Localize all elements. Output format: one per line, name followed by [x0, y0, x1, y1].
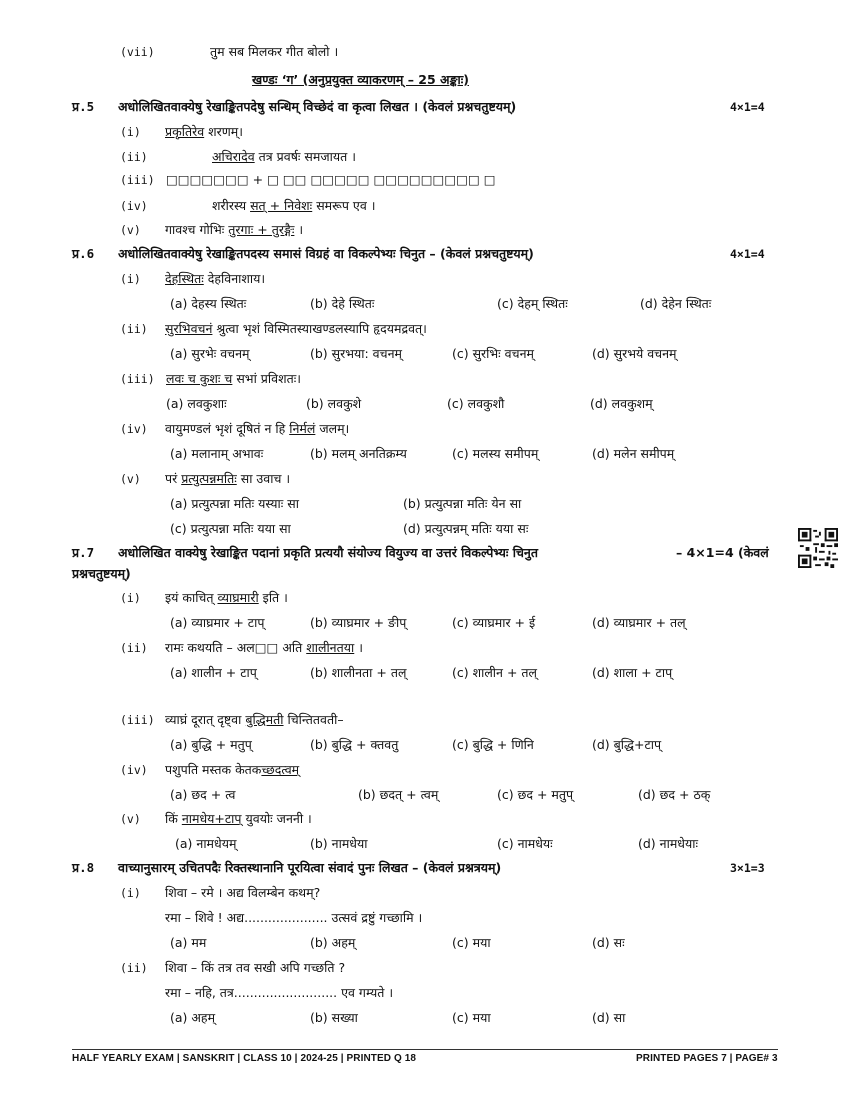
- option: (c) सुरभिः वचनम्: [452, 346, 534, 361]
- option: (d) सा: [592, 1010, 626, 1025]
- dialogue-line: शिवा – रमे । अद्य विलम्बेन कथम्?: [165, 885, 321, 900]
- option: (c) शालीन + तल्: [452, 665, 538, 680]
- item-number: (ii): [120, 150, 148, 164]
- underlined-word: लवः च कुशः च: [166, 371, 233, 386]
- underlined-word: प्रत्युत्पन्नमतिः: [181, 471, 237, 486]
- item-number: (v): [120, 472, 141, 486]
- item-number: (ii): [120, 641, 148, 655]
- option: (d) व्याघ्रमार + तल्: [592, 615, 686, 630]
- sentence: [165, 321, 427, 337]
- sentence-text: वायुमण्डलं भृशं दूषितं न हि: [165, 421, 290, 436]
- sentence-text: पशुपति मस्तक केतक: [165, 762, 262, 777]
- dialogue-line: रमा – शिवे ! अद्य..................... उत्सवं द्रष्टुं गच्छामि ।: [165, 910, 423, 925]
- option: (d) मलेन समीपम्: [592, 446, 675, 461]
- option: (b) अहम्: [310, 935, 356, 950]
- option: (b) मलम् अनतिक्रम्य: [310, 446, 407, 461]
- item-number: (v): [120, 812, 141, 826]
- option: (c) मया: [452, 935, 491, 950]
- underlined-word: सत् + निवेशः: [250, 198, 313, 213]
- option: (b) बुद्धि + क्तवतु: [310, 737, 399, 752]
- sentence: [165, 471, 290, 487]
- sentence: [165, 124, 243, 140]
- option: (a) सुरभेः वचनम्: [170, 346, 250, 361]
- item-number: (i): [120, 591, 141, 605]
- option: (c) व्याघ्रमार + ई: [452, 615, 536, 630]
- sentence-text: इयं काचित्: [165, 590, 218, 605]
- option: (d) सुरभये वचनम्: [592, 346, 677, 361]
- sentence-text: किं: [165, 811, 182, 826]
- dialogue-line: शिवा – किं तत्र तव सखी अपि गच्छति ?: [165, 960, 346, 975]
- sentence: [166, 371, 301, 387]
- option: (d) शाला + टाप्: [592, 665, 673, 680]
- option: (d) नामधेयाः: [638, 836, 699, 851]
- footer-page-info: PRINTED PAGES 7 | PAGE# 3: [636, 1053, 778, 1064]
- marks-label: 4×1=4: [730, 247, 765, 261]
- question-instruction: अधोलिखितवाक्येषु रेखाङ्कितपदेषु सन्धिम् विच्छेदं वा कृत्वा लिखत । (केवलं प्रश्नचतुष्टयम्): [118, 99, 517, 114]
- underlined-word: शालीनतया: [306, 640, 355, 655]
- item-number: (i): [120, 272, 141, 286]
- missing-glyph-text: □□□□□□□ + □ □□ □□□□□ □□□□□□□□□ □: [166, 172, 496, 187]
- item-number: (iii): [120, 173, 155, 187]
- option: (b) नामधेया: [310, 836, 368, 851]
- sentence: [212, 198, 375, 214]
- sentence-text: तत्र प्रवर्षः समजायत ।: [254, 149, 356, 164]
- item-number: (ii): [120, 961, 148, 975]
- option: (a) शालीन + टाप्: [170, 665, 257, 680]
- underlined-word: व्याघ्रमारी: [217, 590, 259, 605]
- marks-label: 3×1=3: [730, 861, 765, 875]
- sentence-text: व्याघ्रं दूरात् दृष्ट्वा: [165, 712, 246, 727]
- qr-code-icon: [798, 528, 838, 568]
- sentence-text: इति ।: [258, 590, 288, 605]
- sentence: [165, 590, 288, 606]
- underlined-word: सुरभिवचनं: [165, 321, 213, 336]
- question-number: प्र.8: [72, 860, 95, 875]
- sentence-text: गावश्च गोभिः: [165, 222, 229, 237]
- sentence-text: सा उवाच ।: [236, 471, 291, 486]
- underlined-word: तुरगाः + तुरङ्गैः: [228, 222, 295, 237]
- item-number: (iii): [120, 372, 155, 386]
- underlined-word: च्छदत्वम्: [261, 762, 300, 777]
- option: (a) अहम्: [170, 1010, 216, 1025]
- sentence: [165, 811, 312, 827]
- option: (b) छदत् + त्वम्: [358, 787, 439, 802]
- sentence-text: परं: [165, 471, 182, 486]
- option: (b) सुरभया: वचनम्: [310, 346, 402, 361]
- item-number: (ii): [120, 322, 148, 336]
- sentence-text: शरीरस्य: [212, 198, 251, 213]
- sentence-text: समरूप एव ।: [312, 198, 376, 213]
- question-instruction: वाच्यानुसारम् उचितपदैः रिक्तस्थानानि पूरयित्वा संवादं पुनः लिखत – (केवलं प्रश्नत्रयम्): [118, 860, 502, 875]
- marks-label: 4×1=4: [730, 100, 765, 114]
- underlined-word: प्रकृतिरेव: [165, 124, 205, 139]
- sentence: [165, 421, 349, 437]
- sentence-text: सभां प्रविशतः।: [232, 371, 301, 386]
- sentence: [165, 222, 303, 238]
- sentence-text: युवयोः जननी ।: [241, 811, 312, 826]
- option: (a) लवकुशाः: [166, 396, 227, 411]
- sentence-text: ।: [354, 640, 363, 655]
- option: (d) छद + ठक्: [638, 787, 711, 802]
- sentence: [165, 712, 344, 728]
- underlined-word: नामधेय+टाप्: [181, 811, 242, 826]
- underlined-word: निर्मलं: [289, 421, 316, 436]
- option: (c) मया: [452, 1010, 491, 1025]
- item-number: (iv): [120, 199, 148, 213]
- sentence: [165, 762, 299, 778]
- option: (c) प्रत्युत्पन्ना मतिः यया सा: [170, 521, 291, 536]
- footer-divider: [72, 1049, 778, 1050]
- underlined-word: अचिरादेव: [212, 149, 255, 164]
- option: (a) नामधेयम्: [175, 836, 237, 851]
- sentence-text: रामः कथयति – अल□□ अति: [165, 640, 307, 655]
- option: (c) मलस्य समीपम्: [452, 446, 539, 461]
- sentence: [165, 271, 265, 287]
- option: (d) देहेन स्थितः: [640, 296, 712, 311]
- sentence: [165, 640, 363, 656]
- option: (a) मलानाम् अभावः: [170, 446, 264, 461]
- footer-exam-info: HALF YEARLY EXAM | SANSKRIT | CLASS 10 | 2024-25 | PRINTED Q 18: [72, 1053, 417, 1064]
- sentence-text: श्रुत्वा भृशं विस्मितस्याखण्डलस्यापि हृदयमद्रवत्।: [212, 321, 427, 336]
- item-number: (iii): [120, 713, 155, 727]
- item-number: (iv): [120, 422, 148, 436]
- sentence-text: देहविनाशाय।: [203, 271, 266, 286]
- option: (b) सख्या: [310, 1010, 358, 1025]
- underlined-word: देहस्थितः: [165, 271, 204, 286]
- underlined-word: बुद्धिमती: [245, 712, 284, 727]
- question-instruction-cont: प्रश्नचतुष्टयम्): [72, 566, 131, 581]
- question-instruction: अधोलिखित वाक्येषु रेखाङ्कित पदानां प्रकृति प्रत्ययौ संयोज्य वियुज्य वा उत्तरं विकल्पेभ्यः चिनुत: [118, 545, 538, 560]
- option: (d) सः: [592, 935, 625, 950]
- option: (c) बुद्धि + णिनि: [452, 737, 534, 752]
- sentence: तुम सब मिलकर गीत बोलो ।: [210, 44, 339, 59]
- sentence-text: शरणम्।: [204, 124, 243, 139]
- option: (a) व्याघ्रमार + टाप्: [170, 615, 265, 630]
- option: (b) शालीनता + तल्: [310, 665, 407, 680]
- option: (b) देहे स्थितः: [310, 296, 375, 311]
- item-number: (vii): [120, 45, 155, 59]
- option: (c) छद + मतुप्: [497, 787, 574, 802]
- option: (a) देहस्य स्थितः: [170, 296, 247, 311]
- dialogue-line: रमा – नहि, तत्र.......................... एव गम्यते ।: [165, 985, 394, 1000]
- option: (d) प्रत्युत्पन्नम् मतिः यया सः: [403, 521, 529, 536]
- marks-label: – 4×1=4 (केवलं: [676, 545, 769, 560]
- sentence-text: ।: [294, 222, 304, 237]
- option: (b) लवकुशे: [306, 396, 362, 411]
- question-number: प्र.5: [72, 99, 95, 114]
- option: (b) प्रत्युत्पन्ना मतिः येन सा: [403, 496, 522, 511]
- option: (d) लवकुशम्: [590, 396, 653, 411]
- section-title: खण्डः ‘ग’ (अनुप्रयुक्त व्याकरणम् – 25 अङ्काः): [252, 72, 469, 87]
- option: (c) देहम् स्थितः: [497, 296, 568, 311]
- sentence: [212, 149, 356, 165]
- question-instruction: अधोलिखितवाक्येषु रेखाङ्कितपदस्य समासं विग्रहं वा विकल्पेभ्यः चिनुत – (केवलं प्रश्नचतुष्टयम्): [118, 246, 534, 261]
- question-number: प्र.6: [72, 246, 95, 261]
- option: (a) छद + त्व: [170, 787, 236, 802]
- option: (a) मम: [170, 935, 207, 950]
- sentence-text: जलम्।: [315, 421, 350, 436]
- option: (b) व्याघ्रमार + ङीप्: [310, 615, 407, 630]
- question-number: प्र.7: [72, 545, 95, 560]
- option: (c) नामधेयः: [497, 836, 553, 851]
- option: (a) बुद्धि + मतुप्: [170, 737, 252, 752]
- item-number: (i): [120, 125, 141, 139]
- item-number: (i): [120, 886, 141, 900]
- option: (c) लवकुशौ: [447, 396, 505, 411]
- sentence-text: चिन्तितवती–: [283, 712, 344, 727]
- option: (a) प्रत्युत्पन्ना मतिः यस्याः सा: [170, 496, 299, 511]
- item-number: (v): [120, 223, 141, 237]
- item-number: (iv): [120, 763, 148, 777]
- option: (d) बुद्धि+टाप्: [592, 737, 662, 752]
